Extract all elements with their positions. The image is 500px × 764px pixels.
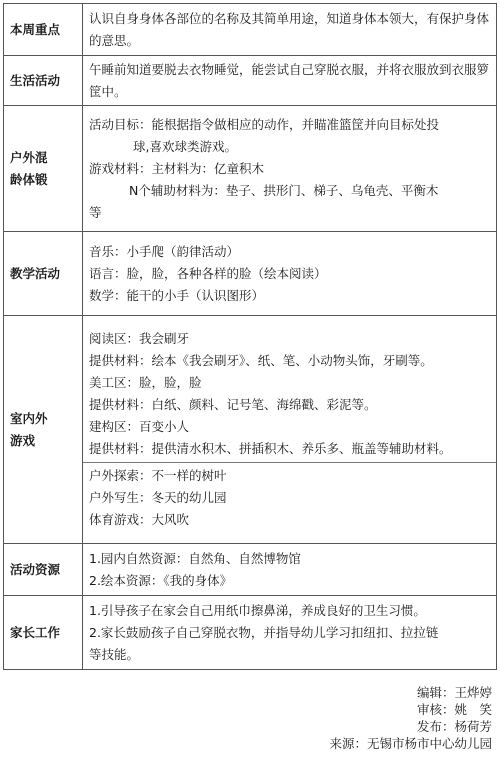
- label-line: 游戏: [10, 432, 36, 448]
- focus-text: 认识自身身体各部位的名称及其简单用途，知道身体本领大，有保护身体的意思。: [89, 10, 490, 48]
- table-row-teaching: [4, 232, 497, 316]
- indoor-games-block: [83, 326, 496, 463]
- content-line: 户外写生：冬天的幼儿园: [89, 490, 227, 505]
- daily-life-text: 午睡前知道要脱去衣物睡觉，能尝试自己穿脱衣服，并将衣服放到衣服箩筐中。: [89, 61, 490, 99]
- content-line: 提供材料：绘本《我会刷牙》、纸、笔、小动物头饰，牙刷等。: [89, 353, 433, 368]
- row-label-parents: 家长工作: [4, 596, 83, 670]
- content-line: 美工区：脸，脸，脸: [89, 375, 202, 390]
- row-label-outdoor-exercise: [4, 106, 83, 232]
- content-line: 户外探索：不一样的树叶: [89, 468, 227, 483]
- content-line: 2.家长鼓励孩子自己穿脱衣物，并指导幼儿学习扣纽扣、拉拉链: [89, 624, 439, 640]
- content-line: 阅读区：我会刷牙: [89, 331, 190, 346]
- outdoor-games-block: [83, 463, 496, 533]
- credit-reviewer: 审核：姚 笑: [416, 702, 492, 717]
- row-content-teaching: [83, 232, 497, 316]
- weekly-plan-table: [3, 3, 497, 670]
- content-line: 2.绘本资源：《我的身体》: [89, 572, 233, 588]
- label-line: 龄体锻: [10, 171, 48, 187]
- content-line: 提供材料：白纸、颜料、记号笔、海绵戳、彩泥等。: [89, 397, 377, 412]
- table-row-games: [4, 316, 497, 544]
- credit-publisher: 发布：杨荷芳: [416, 719, 492, 734]
- row-content-resources: [83, 544, 497, 596]
- table-row-parents: [4, 596, 497, 670]
- row-content-focus: [83, 4, 497, 56]
- row-content-daily-life: [83, 56, 497, 106]
- content-line: 球,喜欢球类游戏。: [133, 138, 237, 154]
- content-line: 数学：能干的小手（认识图形）: [89, 287, 265, 303]
- label-line: 室内外: [10, 410, 48, 426]
- content-line: 1.园内自然资源：自然角、自然博物馆: [89, 550, 301, 566]
- credit-source: 来源：无锡市杨市中心幼儿园: [329, 736, 492, 751]
- row-content-games: [83, 316, 497, 544]
- content-line: 等: [89, 204, 102, 220]
- content-line: 体育游戏：大风吹: [89, 512, 190, 527]
- content-line: 等技能。: [89, 646, 140, 662]
- row-label-games: [4, 316, 83, 544]
- credits-block: [329, 684, 492, 752]
- content-line: 建构区：百变小人: [89, 419, 190, 434]
- label-line: 户外混: [10, 149, 48, 165]
- row-content-outdoor-exercise: [83, 106, 497, 232]
- table-row-focus: [4, 4, 497, 56]
- credit-editor: 编辑：王烨婷: [416, 685, 492, 700]
- content-line: 语言：脸，脸，各种各样的脸（绘本阅读）: [89, 265, 327, 281]
- table-row-outdoor-exercise: [4, 106, 497, 232]
- row-label-focus: 本周重点: [4, 4, 83, 56]
- row-label-daily-life: 生活活动: [4, 56, 83, 106]
- content-line: 音乐：小手爬（韵律活动）: [89, 243, 240, 259]
- content-line: 游戏材料：主材料为：亿童积木: [89, 160, 265, 176]
- content-line: 活动目标：能根据指令做相应的动作，并瞄准篮筐并向目标处投: [89, 116, 440, 132]
- table-row-resources: [4, 544, 497, 596]
- row-content-parents: [83, 596, 497, 670]
- content-line: 1.引导孩子在家会自己用纸巾擦鼻涕，养成良好的卫生习惯。: [89, 602, 426, 618]
- content-line: 提供材料：提供清水积木、拼插积木、养乐多、瓶盖等辅助材料。: [89, 441, 452, 456]
- row-label-resources: 活动资源: [4, 544, 83, 596]
- row-label-teaching: 教学活动: [4, 232, 83, 316]
- table-row-daily-life: [4, 56, 497, 106]
- content-line: N个辅助材料为：垫子、拱形门、梯子、乌龟壳、平衡木: [129, 182, 439, 198]
